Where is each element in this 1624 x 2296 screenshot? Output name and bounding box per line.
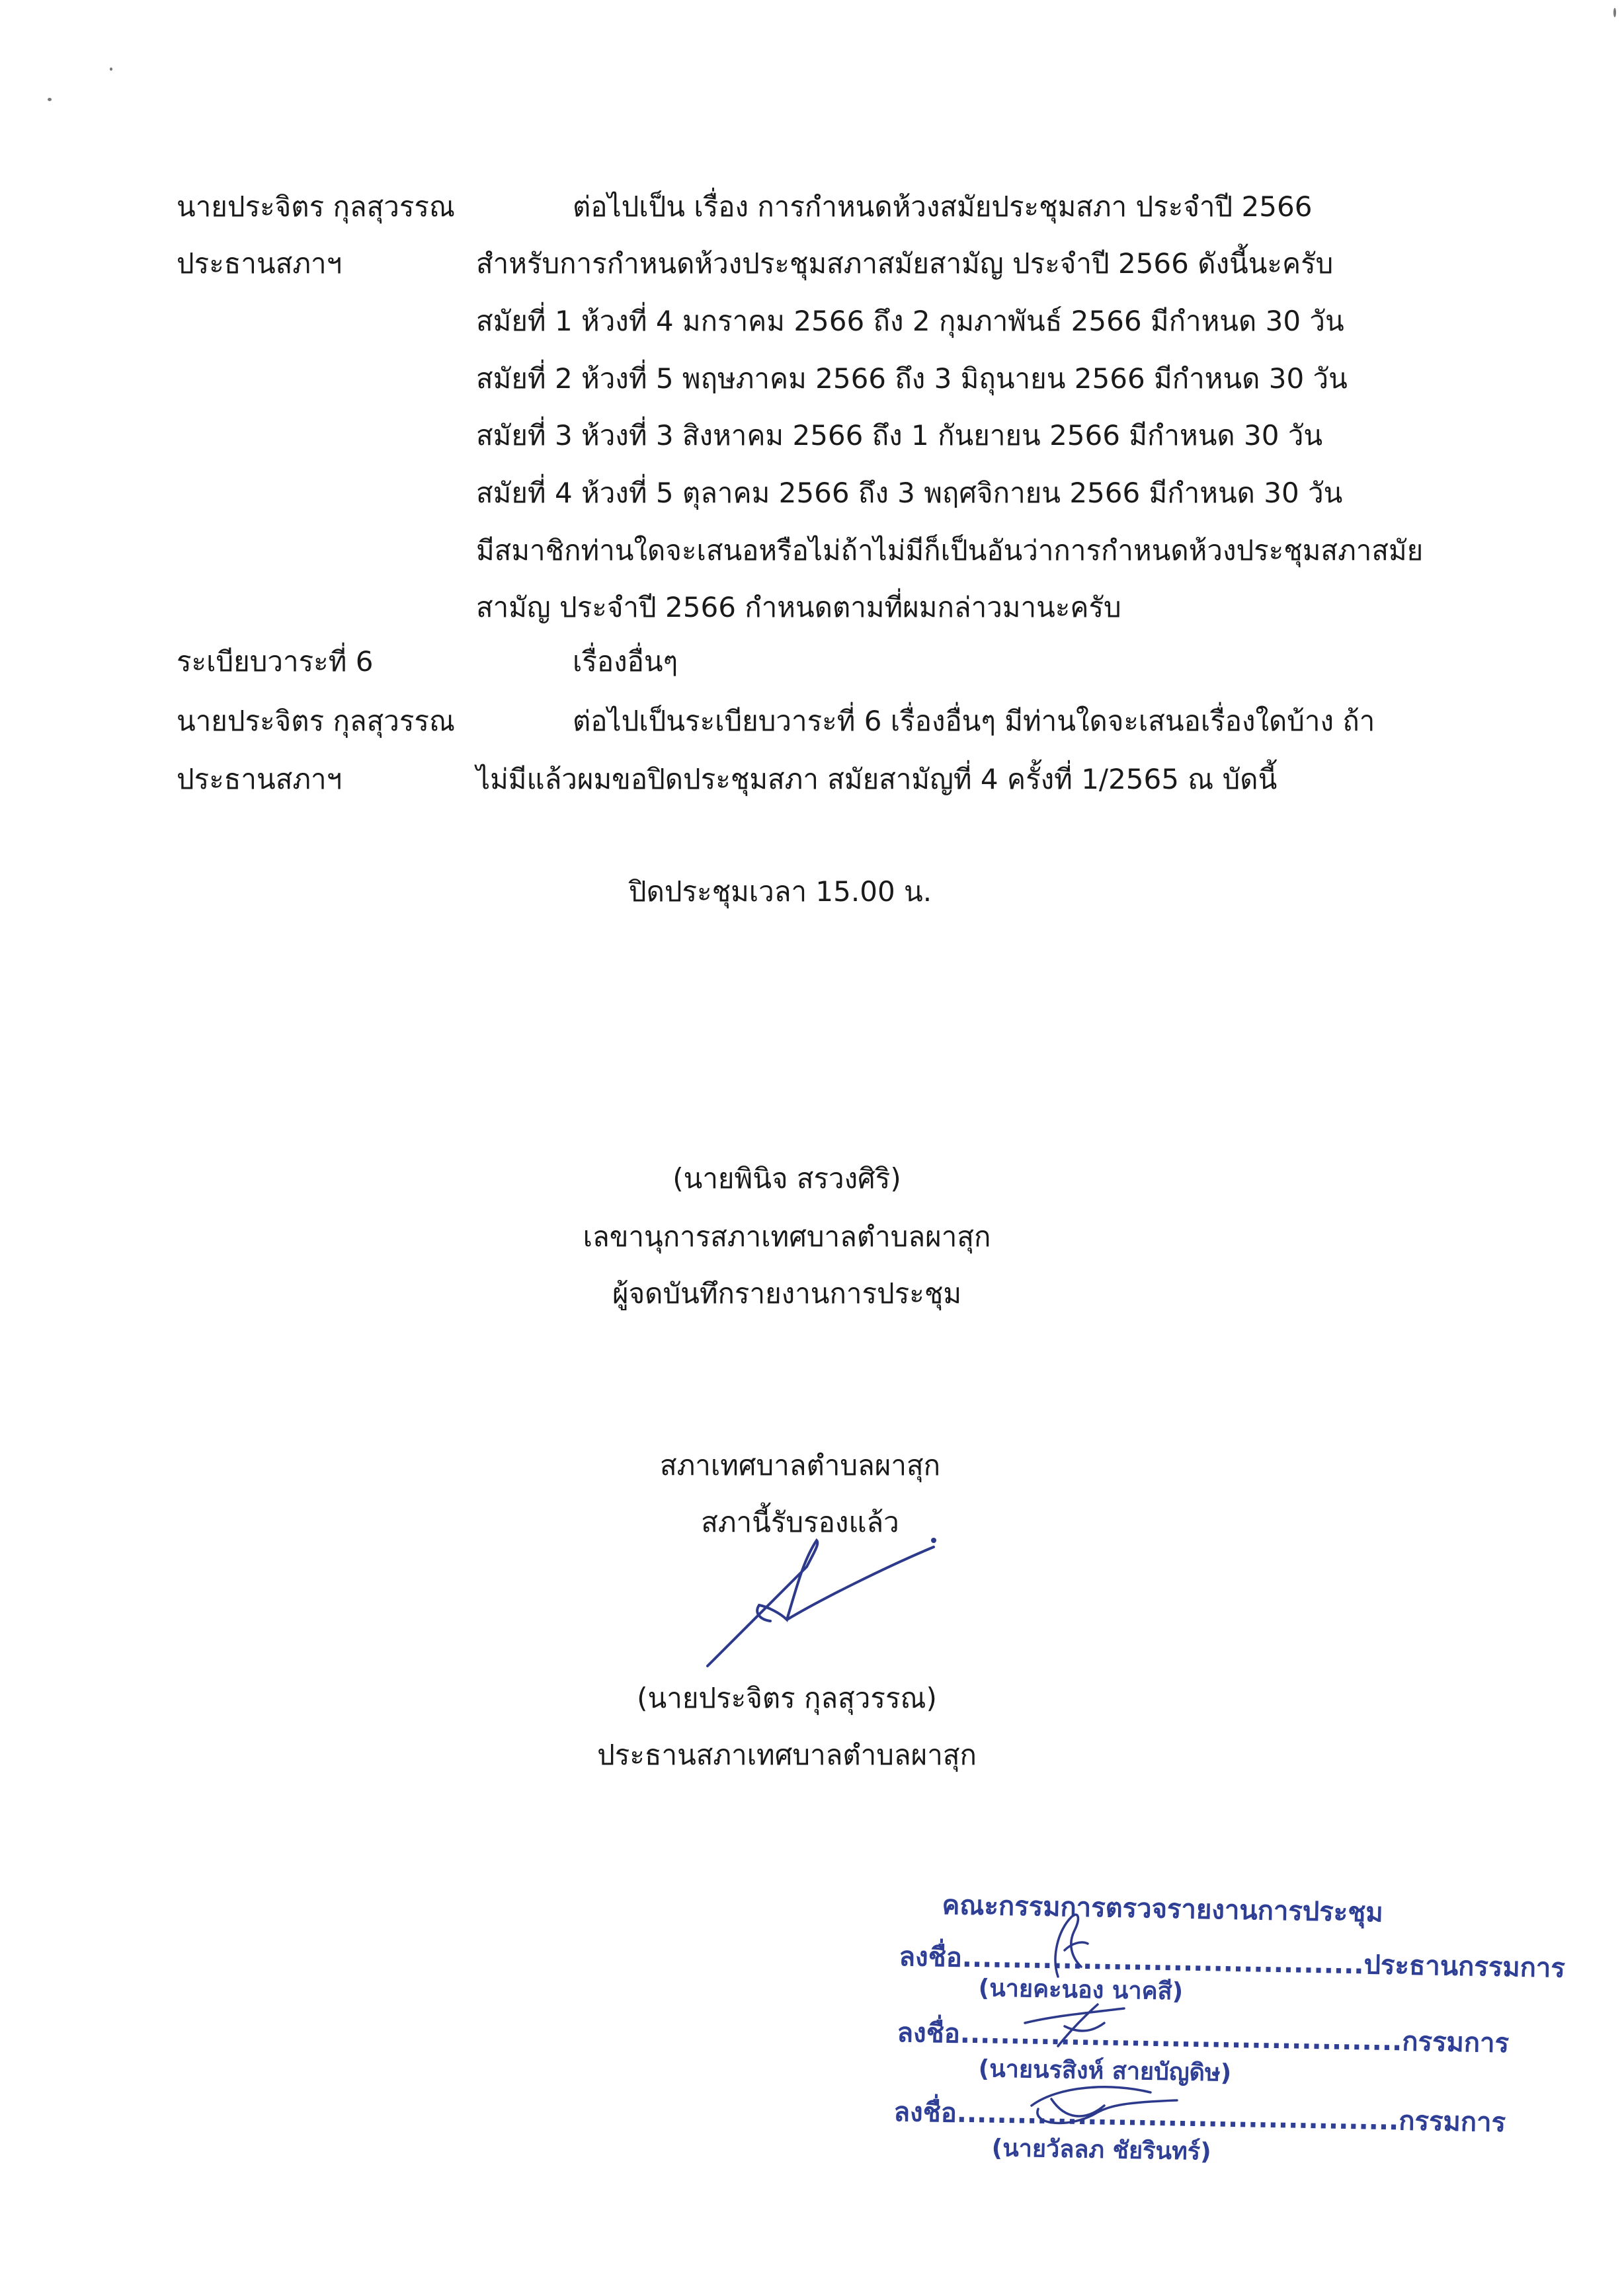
sign-label: ลงชื่อ [897,2018,961,2049]
para1-line: ต่อไปเป็น เรื่อง การกำหนดห้วงสมัยประชุมสภา ประจำปี 2566 [573,190,1313,223]
speaker-role: ประธานสภาฯ [177,763,343,795]
committee-member-name: (นายคะนอง นาคสี) [978,1975,1184,2006]
sign-label: ลงชื่อ [893,2097,957,2129]
committee-role: กรรมการ [1398,2106,1506,2139]
scan-speck [1613,8,1616,17]
speaker-name: นายประจิตร กุลสุวรรณ [177,190,455,223]
approval-council: สภาเทศบาลตำบลผาสุก [659,1449,941,1482]
scan-speck [110,67,112,71]
recorder-name: (นายพินิจ สรวงศิริ) [672,1162,901,1195]
recorder-role: ผู้จดบันทึกรายงานการประชุม [612,1277,962,1310]
committee-signature [1018,2073,1190,2139]
committee-sign-row [893,2097,1506,2139]
para1-line: สมัยที่ 3 ห้วงที่ 3 สิงหาคม 2566 ถึง 1 กันยายน 2566 มีกำหนด 30 วัน [476,419,1323,452]
committee-role: ประธานกรรมการ [1363,1950,1566,1984]
para1-line: สามัญ ประจำปี 2566 กำหนดตามที่ผมกล่าวมานะครับ [476,591,1121,623]
para1-line: สมัยที่ 2 ห้วงที่ 5 พฤษภาคม 2566 ถึง 3 มิถุนายน 2566 มีกำหนด 30 วัน [476,362,1348,395]
speaker-role: ประธานสภาฯ [177,247,343,280]
para2-line: ไม่มีแล้วผมขอปิดประชุมสภา สมัยสามัญที่ 4 ครั้งที่ 1/2565 ณ บัดนี้ [476,763,1278,795]
committee-member-name: (นายวัลลภ ชัยรินทร์) [991,2135,1211,2166]
committee-role: กรรมการ [1401,2026,1510,2059]
committee-signature [1018,1997,1137,2049]
sign-dotted-line: ........................................ [961,1942,1364,1981]
approval-name: (นายประจิตร กุลสุวรรณ) [637,1682,937,1714]
para1-line: มีสมาชิกท่านใดจะเสนอหรือไม่ถ้าไม่มีก็เป็นอันว่าการกำหนดห้วงประชุมสภาสมัย [476,534,1424,567]
sign-dotted-line: ............................................ [959,2018,1402,2057]
committee-signature [1032,1904,1111,1983]
sign-dotted-line: ............................................ [956,2098,1399,2137]
approval-position: ประธานสภาเทศบาลตำบลผาสุก [597,1739,977,1771]
para1-line: สมัยที่ 1 ห้วงที่ 4 มกราคม 2566 ถึง 2 กุมภาพันธ์ 2566 มีกำหนด 30 วัน [476,305,1344,337]
closing-time: ปิดประชุมเวลา 15.00 น. [628,875,932,908]
sign-label: ลงชื่อ [899,1942,963,1973]
para1-line: สมัยที่ 4 ห้วงที่ 5 ตุลาคม 2566 ถึง 3 พฤศจิกายน 2566 มีกำหนด 30 วัน [476,477,1343,509]
para2-line: ต่อไปเป็นระเบียบวาระที่ 6 เรื่องอื่นๆ มีท่านใดจะเสนอเรื่องใดบ้าง ถ้า [573,705,1375,737]
speaker-name: นายประจิตร กุลสุวรรณ [177,705,455,737]
scan-speck [48,98,52,101]
approval-certified: สภานี้รับรองแล้ว [701,1506,899,1538]
recorder-position: เลขานุการสภาเทศบาลตำบลผาสุก [583,1220,991,1253]
committee-sign-row [897,2020,1509,2057]
agenda-title: เรื่องอื่นๆ [573,645,678,678]
chairman-signature [688,1521,952,1673]
committee-member-name: (นายนรสิงห์ สายบัญดิษ) [978,2055,1232,2087]
committee-title: คณะกรรมการตรวจรายงานการประชุม [942,1890,1384,1928]
para1-line: สำหรับการกำหนดห้วงประชุมสภาสมัยสามัญ ประจำปี 2566 ดังนี้นะครับ [476,247,1334,280]
agenda-label: ระเบียบวาระที่ 6 [177,645,374,678]
